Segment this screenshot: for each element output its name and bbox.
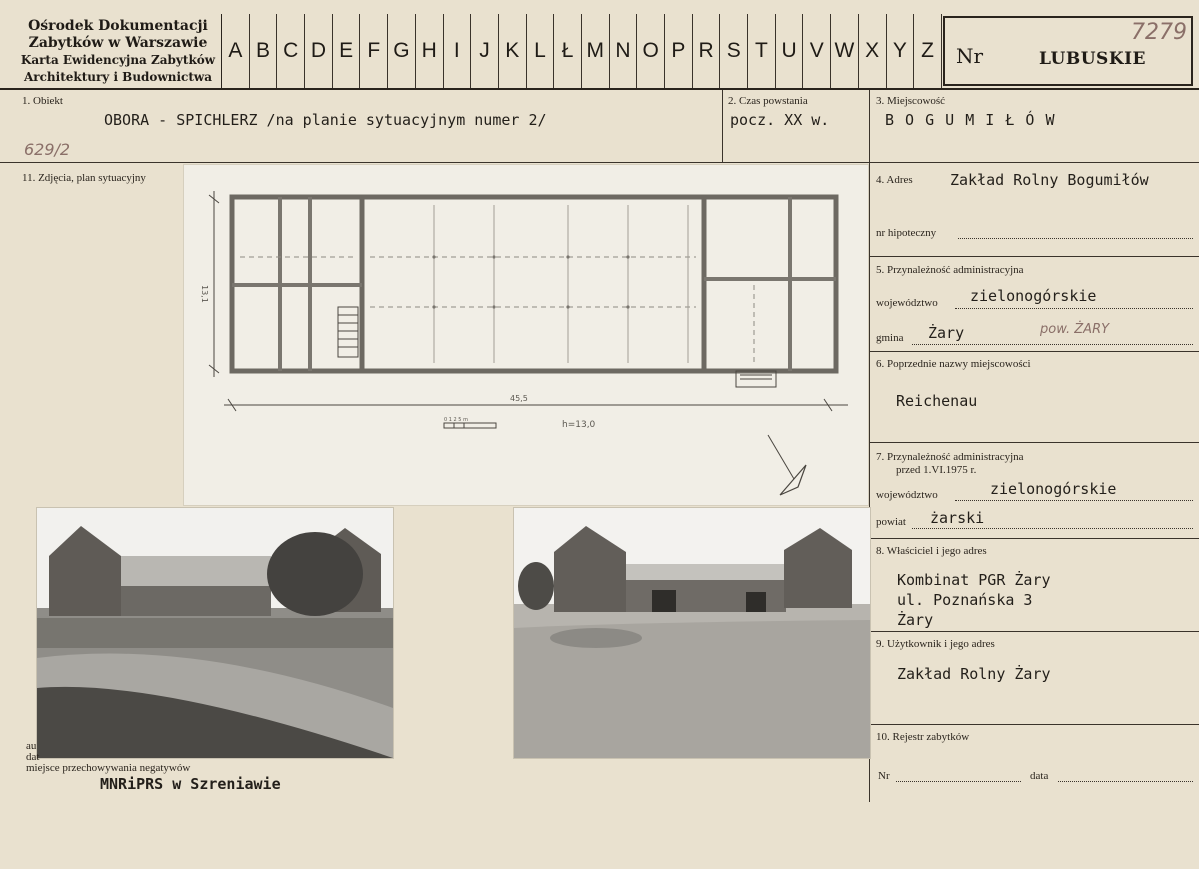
przynaleznosc-1975-label-2: przed 1.VI.1975 r. [896,464,977,476]
institution-name [20,18,216,86]
plan-height-label: h=13,0 [562,420,596,430]
uzytkownik-label: 9. Użytkownik i jego adres [876,638,995,650]
adres-value: Zakład Rolny Bogumiłów [950,171,1149,189]
alphabet-index [222,14,942,88]
photo-farmyard-2 [513,507,871,759]
plan-length-label: 45,5 [510,394,528,403]
czas-value: pocz. XX w. [730,111,830,129]
floor-plan-sheet [183,164,869,506]
institution-line-3: Karta Ewidencyjna Zabytków [20,53,216,67]
gmina-value: Żary [928,324,965,342]
autor-label-partial: au [26,740,37,752]
rule-after-poprzednie [869,442,1199,443]
alphabet-letter: N [610,14,638,88]
wojewodztwo-1975-label: województwo [876,489,938,501]
plan-scale-label: 0 1 2 5 m [444,417,468,423]
wojewodztwo-line [955,308,1193,309]
negatywy-value: MNRiPRS w Szreniawie [100,775,281,793]
photo-1-image [37,508,393,758]
data-label-partial: dat [26,751,40,763]
gmina-note-handwritten: pow. ŻARY [1040,322,1110,337]
alphabet-letter: J [471,14,499,88]
nr-label: Nr [956,44,984,68]
wlasciciel-line-2: ul. Poznańska 3 [897,591,1033,609]
divider-czas-miejscowosc [869,90,870,162]
wlasciciel-line-3: Żary [897,611,934,629]
photo-building-exterior-1 [36,507,394,759]
divider-obiekt-czas [722,90,723,162]
alphabet-letter: X [859,14,887,88]
alphabet-letter: P [665,14,693,88]
institution-line-2: Zabytków w Warszawie [28,35,208,51]
negatywy-label: miejsce przechowywania negatywów [26,762,191,774]
adres-label: 4. Adres [876,174,913,186]
alphabet-letter: I [444,14,472,88]
wlasciciel-label: 8. Właściciel i jego adres [876,545,987,557]
wlasciciel-line-1: Kombinat PGR Żary [897,571,1051,589]
wojewodztwo-value: zielonogórskie [970,287,1097,305]
alphabet-letter: Y [887,14,915,88]
powiat-label: powiat [876,516,906,528]
rule-after-adres [869,256,1199,257]
alphabet-letter: R [693,14,721,88]
wojewodztwo-1975-line [955,500,1193,501]
alphabet-letter: W [831,14,859,88]
powiat-line [912,528,1193,529]
alphabet-letter: M [582,14,610,88]
rejestr-data-line [1058,781,1193,782]
gmina-line [912,344,1193,345]
alphabet-letter: S [720,14,748,88]
alphabet-letter: K [499,14,527,88]
plan-width-label: 13,1 [200,285,209,303]
alphabet-letter: T [748,14,776,88]
header-bottom-rule [0,88,1199,90]
region-value: LUBUSKIE [1039,49,1147,69]
alphabet-letter: Z [914,14,942,88]
nr-hipoteczny-label: nr hipoteczny [876,227,937,239]
rejestr-data-label: data [1030,770,1049,782]
rejestr-nr-line [896,781,1021,782]
obiekt-value: OBORA - SPICHLERZ /na planie sytuacyjnym numer 2/ [104,111,547,129]
alphabet-letter: D [305,14,333,88]
zdjecia-label: 11. Zdjęcia, plan sytuacyjny [22,172,146,184]
rule-after-gmina [869,351,1199,352]
region-box [943,16,1193,86]
nr-hipoteczny-line [958,238,1193,239]
photo-2-image [514,508,870,758]
wojewodztwo-label: województwo [876,297,938,309]
alphabet-letter: O [637,14,665,88]
alphabet-letter: C [277,14,305,88]
card-number-handwritten: 7279 [1131,20,1187,45]
alphabet-letter: V [803,14,831,88]
gmina-label: gmina [876,332,904,344]
alphabet-letter: A [222,14,250,88]
czas-label: 2. Czas powstania [728,95,808,107]
wojewodztwo-1975-value: zielonogórskie [990,480,1117,498]
rejestr-nr-label: Nr [878,770,890,782]
floor-plan-drawing [184,165,868,505]
wlasciciel-value [897,570,1051,630]
alphabet-letter: F [360,14,388,88]
alphabet-letter: U [776,14,804,88]
institution-line-1: Ośrodek Dokumentacji [28,18,208,34]
poprzednie-label: 6. Poprzednie nazwy miejscowości [876,358,1031,370]
miejscowosc-label: 3. Miejscowość [876,95,946,107]
rejestr-label: 10. Rejestr zabytków [876,731,970,743]
institution-line-4: Architektury i Budownictwa [23,70,213,84]
przynaleznosc-1975-label-1: 7. Przynależność administracyjna [876,451,1024,463]
rule-after-powiat [869,538,1199,539]
miejscowosc-value: B O G U M I Ł Ó W [885,111,1056,129]
powiat-value: żarski [930,509,985,527]
poprzednie-value: Reichenau [896,392,978,410]
alphabet-letter: E [333,14,361,88]
rule-after-wlasciciel [869,631,1199,632]
uzytkownik-value: Zakład Rolny Żary [897,665,1051,683]
przynaleznosc-label: 5. Przynależność administracyjna [876,264,1024,276]
alphabet-letter: Ł [554,14,582,88]
alphabet-letter: B [250,14,278,88]
obiekt-label: 1. Obiekt [22,95,63,107]
alphabet-letter: L [527,14,555,88]
row1-bottom-rule [0,162,1199,163]
alphabet-letter: H [416,14,444,88]
alphabet-letter: G [388,14,416,88]
obiekt-note-handwritten: 629/2 [24,140,71,159]
rule-after-uzytkownik [869,724,1199,725]
